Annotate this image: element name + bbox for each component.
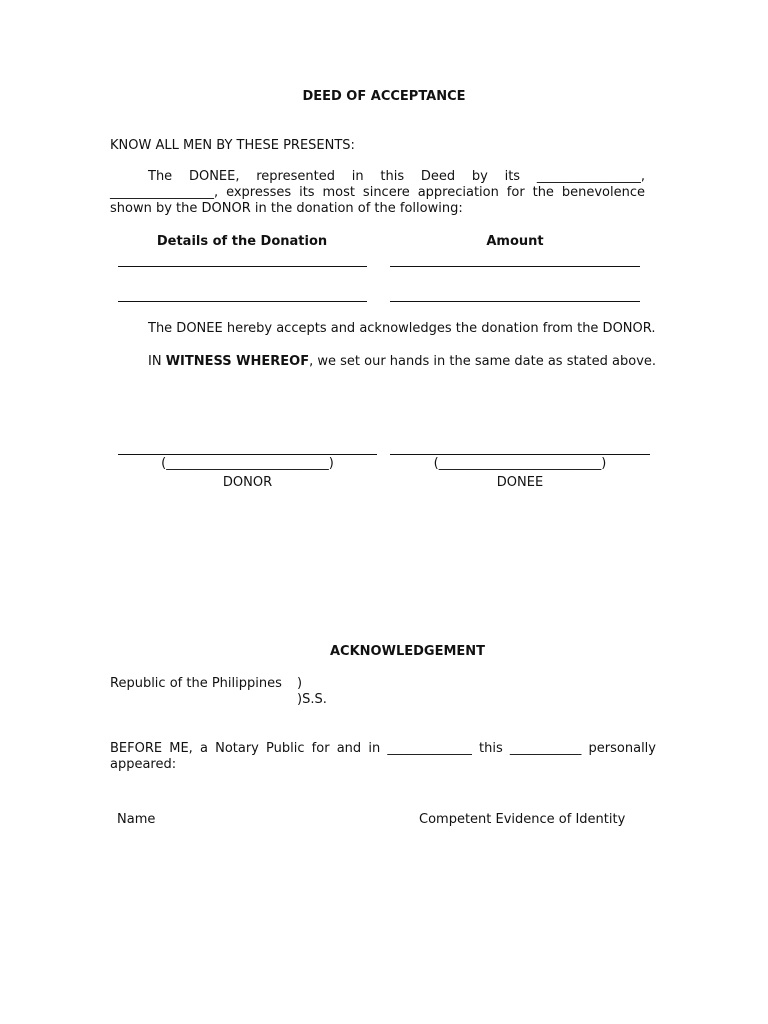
donor-name-blank[interactable]: (_________________________) [161,456,334,471]
evidence-column-label: Competent Evidence of Identity [419,812,626,827]
donor-signature-line[interactable] [118,454,377,455]
before-me-line2: appeared: [110,757,177,772]
venue-paren: ) [297,676,303,691]
name-column-label: Name [117,812,156,827]
para1-line1: The DONEE, represented in this Deed by its ________________, [148,169,645,184]
acceptance-text: The DONEE hereby accepts and acknowledges the donation from the DONOR. [148,321,656,336]
venue-republic: Republic of the Philippines [110,676,282,691]
details-column-header: Details of the Donation [156,234,328,249]
para1-line2: ________________, expresses its most sincere appreciation for the benevolence [110,185,645,200]
para1-line3: shown by the DONOR in the donation of the following: [110,201,463,216]
witness-prefix: IN [148,354,166,369]
donee-name-blank[interactable]: (_________________________) [433,456,607,471]
amount-column-header: Amount [486,234,544,249]
details-blank-line-2[interactable] [118,301,367,302]
amount-blank-line-2[interactable] [390,301,640,302]
donor-label: DONOR [222,475,273,490]
intro-text: KNOW ALL MEN BY THESE PRESENTS: [110,138,355,153]
details-blank-line-1[interactable] [118,266,367,267]
witness-suffix: , we set our hands in the same date as stated above. [309,354,657,369]
amount-blank-line-1[interactable] [390,266,640,267]
venue-ss: )S.S. [297,692,327,707]
donee-label: DONEE [496,475,544,490]
witness-text [148,354,656,370]
witness-whereof: WITNESS WHEREOF [165,354,310,369]
document-title: DEED OF ACCEPTANCE [302,89,466,104]
before-me-line1: BEFORE ME, a Notary Public for and in _____________ this ___________ personally [110,741,656,756]
donee-signature-line[interactable] [390,454,650,455]
acknowledgement-title: ACKNOWLEDGEMENT [330,644,486,659]
